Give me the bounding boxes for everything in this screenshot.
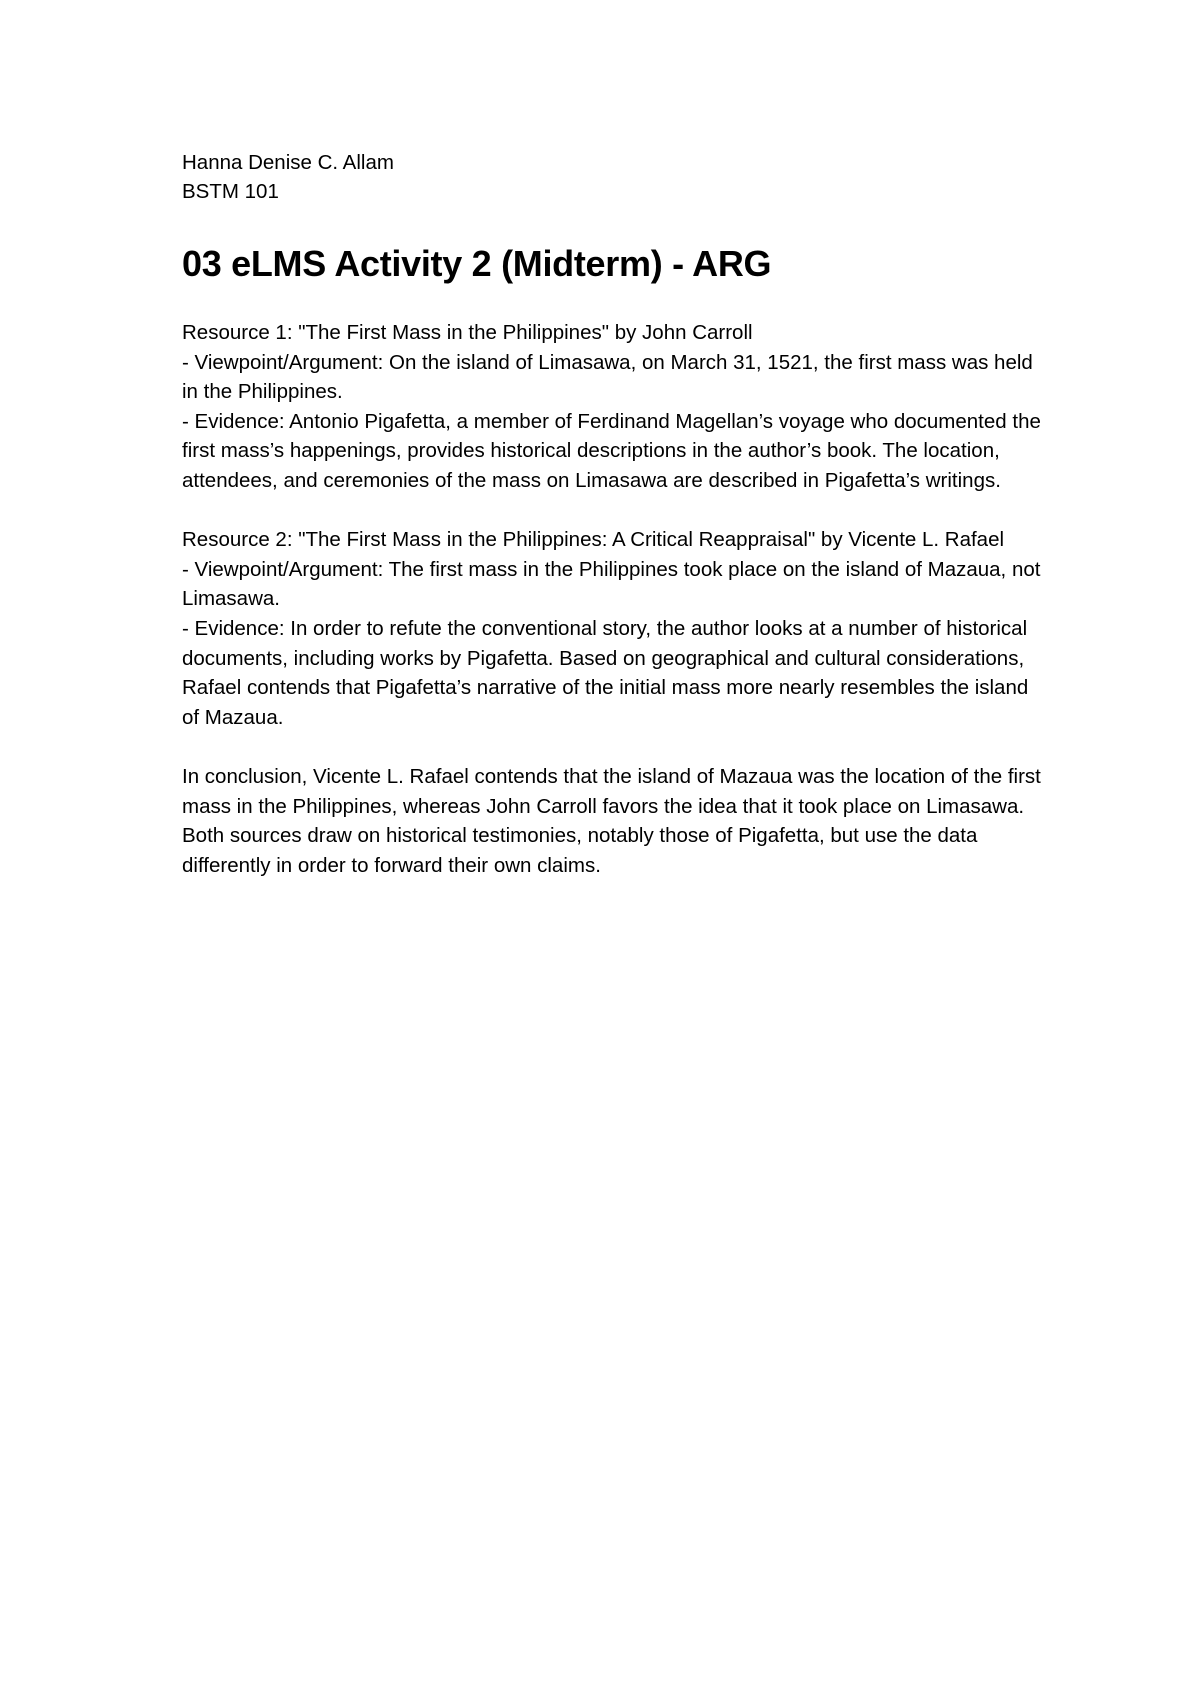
document-body — [182, 148, 1042, 880]
resource-2-viewpoint: - Viewpoint/Argument: The first mass in the Philippines took place on the island of Mazaua, not Limasawa. — [182, 557, 1041, 611]
resource-2-evidence: - Evidence: In order to refute the conventional story, the author looks at a number of historical documents, including works by Pigafetta. Based on geographical and cultural considerations, Rafael contends that Pigafetta’s narrative of the initial mass more nearly resembles the island of Mazaua. — [182, 616, 1029, 729]
conclusion-paragraph: In conclusion, Vicente L. Rafael contends that the island of Mazaua was the location of the first mass in the Philippines, whereas John Carroll favors the idea that it took place on Limasawa. Both sources draw on historical testimonies, notably those of Pigafetta, but use the data differently in order to forward their own claims. — [182, 764, 1041, 877]
resource-1-viewpoint: - Viewpoint/Argument: On the island of Limasawa, on March 31, 1521, the first mass was held in the Philippines. — [182, 350, 1033, 404]
resource-2-section — [182, 525, 1042, 732]
document-title: 03 eLMS Activity 2 (Midterm) - ARG — [182, 243, 772, 284]
author-name: Hanna Denise C. Allam — [182, 151, 394, 174]
course-code: BSTM 101 — [182, 180, 279, 203]
resource-1-heading: Resource 1: "The First Mass in the Philippines" by John Carroll — [182, 321, 753, 344]
resource-2-heading: Resource 2: "The First Mass in the Philippines: A Critical Reappraisal" by Vicente L. Rafael — [182, 528, 1005, 552]
resource-1-section — [182, 318, 1042, 496]
resource-1-evidence: - Evidence: Antonio Pigafetta, a member of Ferdinand Magellan’s voyage who documented the first mass’s happenings, provides historical descriptions in the author’s book. The location, attendees, and ceremonies of the mass on Limasawa are described in Pigafetta’s writings. — [182, 409, 1041, 492]
paragraph-spacer — [182, 732, 1042, 762]
paragraph-spacer — [182, 496, 1042, 526]
